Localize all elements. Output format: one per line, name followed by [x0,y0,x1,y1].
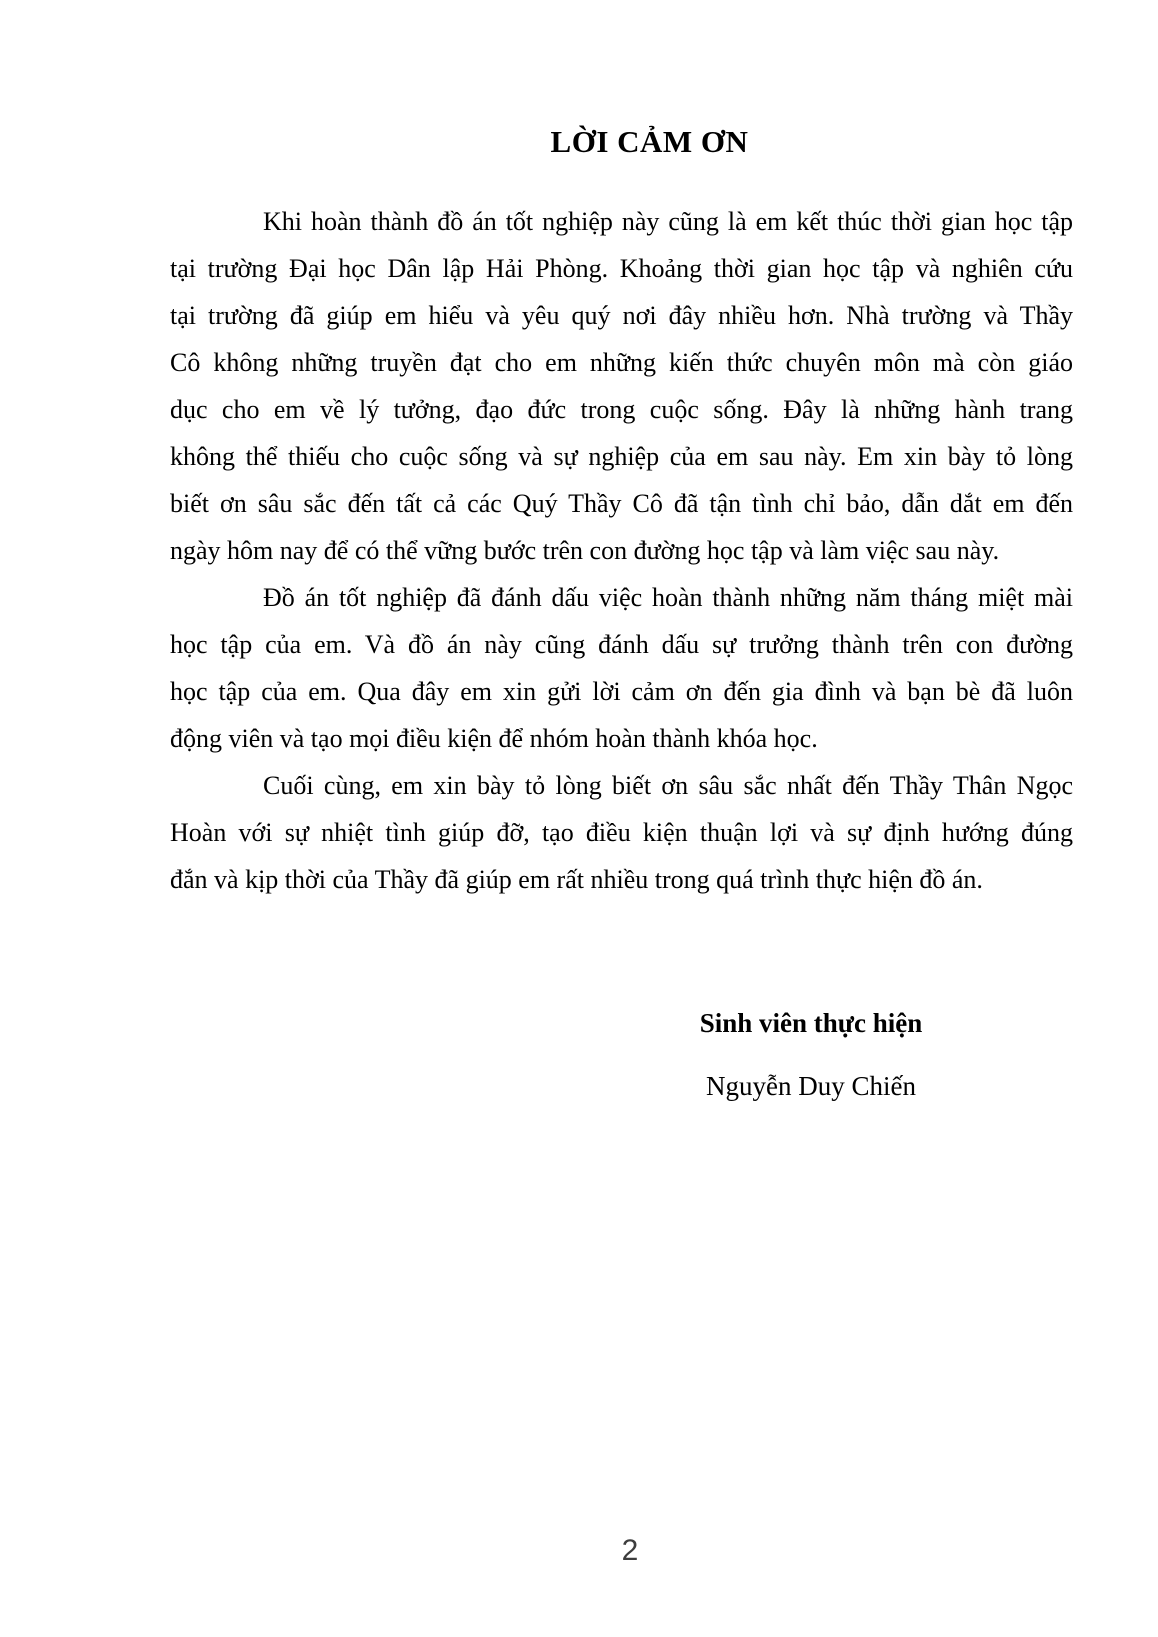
body-paragraphs [170,198,1073,903]
signature-name: Nguyễn Duy Chiến [706,1071,916,1101]
text-line: Khi hoàn thành đồ án tốt nghiệp này cũng là em kết thúc thời gian học tập [263,207,1073,236]
signature-block [591,1008,1031,1102]
paragraph [170,762,1073,903]
text-line: động viên và tạo mọi điều kiện để nhóm hoàn thành khóa học. [170,724,818,753]
text-line: ngày hôm nay để có thể vững bước trên con đường học tập và làm việc sau này. [170,536,1000,565]
paragraph [170,198,1073,574]
page-number: 2 [621,1534,639,1567]
page-title: LỜI CẢM ƠN [550,124,749,159]
text-line: không thể thiếu cho cuộc sống và sự nghiệp của em sau này. Em xin bày tỏ lòng [170,442,1073,471]
text-line: tại trường đã giúp em hiểu và yêu quý nơi đây nhiều hơn. Nhà trường và Thầy [170,301,1073,330]
paragraph [170,574,1073,762]
text-line: Hoàn với sự nhiệt tình giúp đỡ, tạo điều kiện thuận lợi và sự định hướng đúng [170,818,1073,847]
text-line: Cô không những truyền đạt cho em những kiến thức chuyên môn mà còn giáo [170,348,1073,377]
text-line: tại trường Đại học Dân lập Hải Phòng. Khoảng thời gian học tập và nghiên cứu [170,254,1073,283]
text-line: dục cho em về lý tưởng, đạo đức trong cuộc sống. Đây là những hành trang [170,395,1073,424]
text-line: Cuối cùng, em xin bày tỏ lòng biết ơn sâu sắc nhất đến Thầy Thân Ngọc [263,771,1073,800]
text-line: học tập của em. Qua đây em xin gửi lời cảm ơn đến gia đình và bạn bè đã luôn [170,677,1073,706]
text-line: học tập của em. Và đồ án này cũng đánh dấu sự trưởng thành trên con đường [170,630,1073,659]
text-line: biết ơn sâu sắc đến tất cả các Quý Thầy Cô đã tận tình chỉ bảo, dẫn dắt em đến [170,489,1073,518]
signature-role: Sinh viên thực hiện [699,1008,923,1038]
text-line: đắn và kịp thời của Thầy đã giúp em rất nhiều trong quá trình thực hiện đồ án. [170,865,983,894]
text-line: Đồ án tốt nghiệp đã đánh dấu việc hoàn thành những năm tháng miệt mài [263,583,1073,612]
